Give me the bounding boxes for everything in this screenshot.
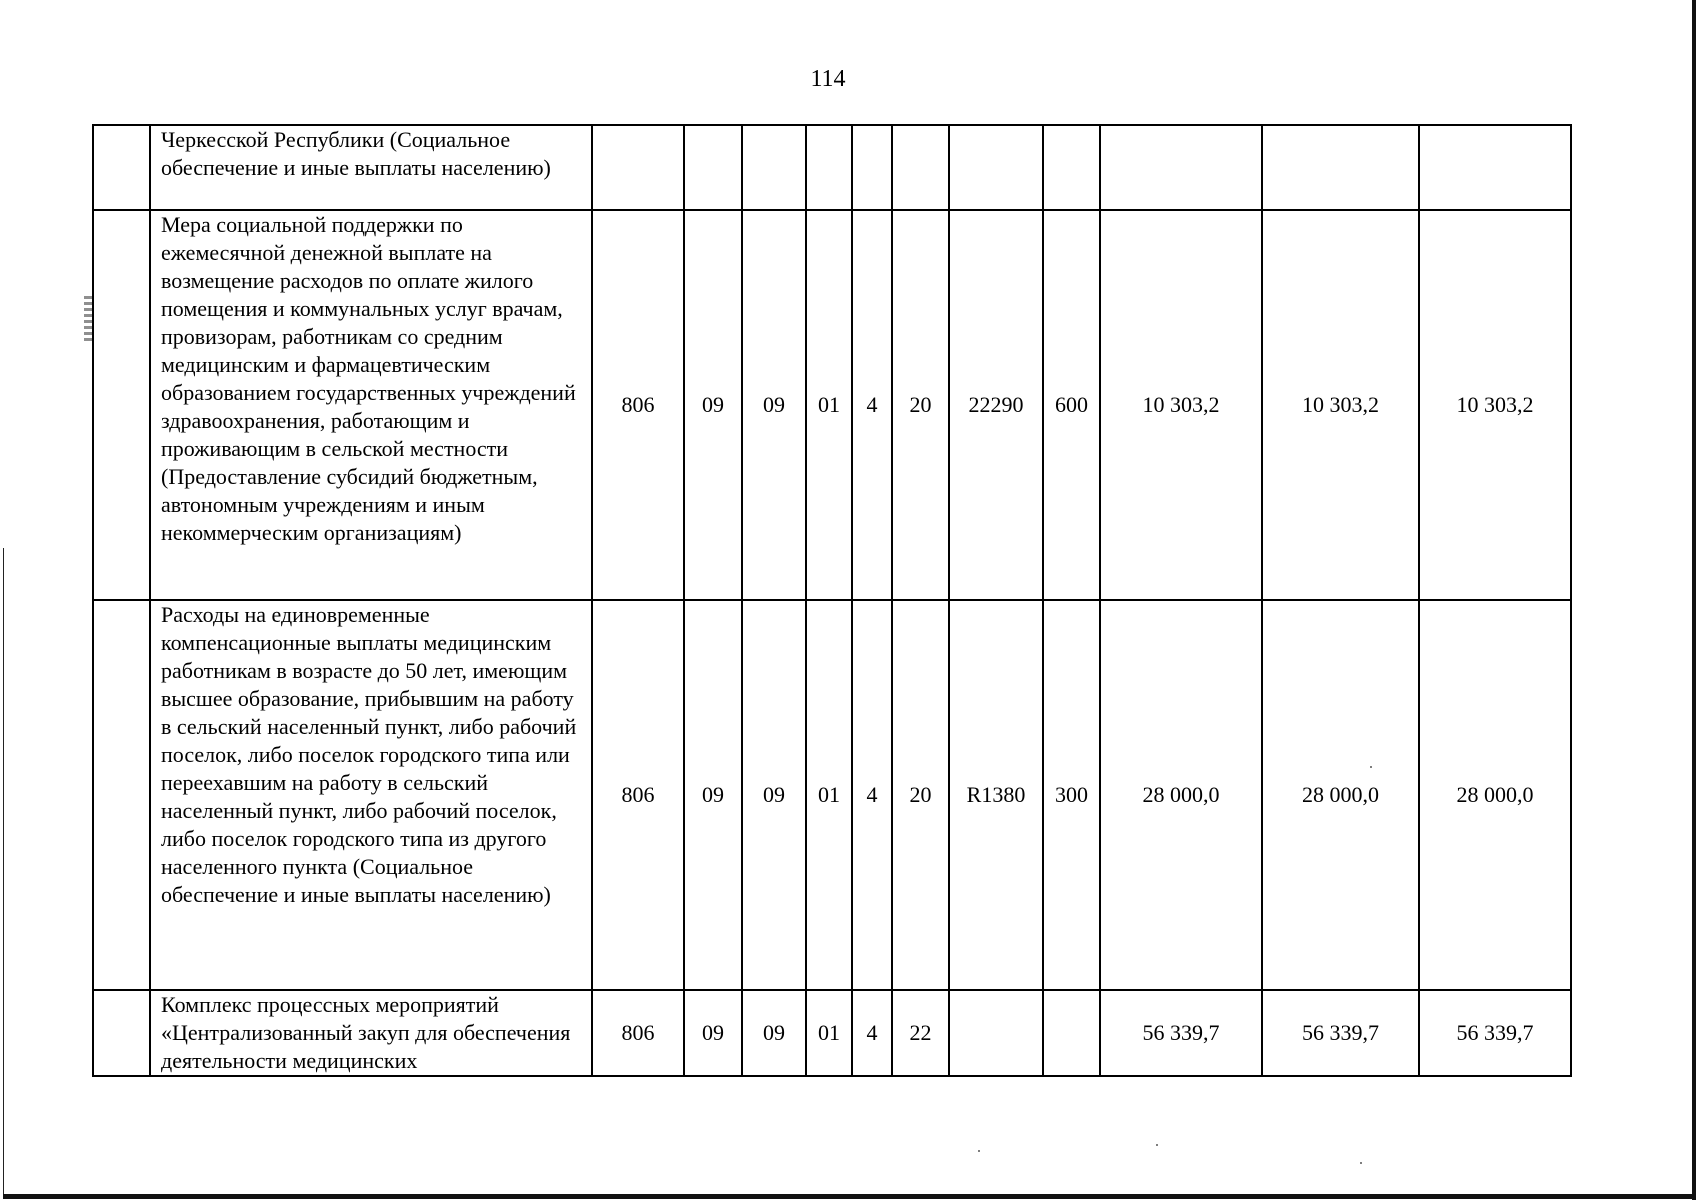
program-cell (806, 125, 852, 210)
subprogram-cell (892, 125, 949, 210)
amount-year3-cell: 10 303,2 (1419, 210, 1571, 600)
scan-speck (978, 1150, 980, 1152)
table-row (93, 125, 1571, 210)
scan-speck (1156, 1144, 1158, 1146)
amount-year1-cell (1100, 125, 1262, 210)
ministry-code-cell: 806 (592, 210, 684, 600)
row-number-cell (93, 990, 150, 1076)
direction-cell: R1380 (949, 600, 1043, 990)
row-number-cell (93, 600, 150, 990)
description-cell: Расходы на единовременные компенсационные выплаты медицинским работникам в возрасте до 50 лет, имеющим высшее образование, прибывшим на работу в сельский населенный пункт, либо рабочий поселок, либо поселок городского типа или переехавшим на работу в сельский населенный пункт, либо рабочий поселок, либо поселок городского типа из другого населенного пункта (Социальное обеспечение и иные выплаты населению) (150, 600, 592, 990)
amount-year2-cell (1262, 125, 1419, 210)
program-cell: 01 (806, 990, 852, 1076)
subsection-cell: 09 (742, 600, 806, 990)
subsection-cell: 09 (742, 210, 806, 600)
amount-year1-cell: 10 303,2 (1100, 210, 1262, 600)
scan-bottom-edge (3, 1194, 1696, 1199)
section-cell: 09 (684, 210, 742, 600)
subprogram-cell: 20 (892, 600, 949, 990)
amount-year3-cell: 56 339,7 (1419, 990, 1571, 1076)
program-type-cell (852, 125, 892, 210)
program-type-cell: 4 (852, 210, 892, 600)
ministry-code-cell (592, 125, 684, 210)
scan-speck (1370, 766, 1372, 768)
expense-type-cell: 300 (1043, 600, 1100, 990)
section-cell: 09 (684, 600, 742, 990)
table-row (93, 210, 1571, 600)
description-cell: Черкесской Республики (Социальное обеспечение и иные выплаты населению) (150, 125, 592, 210)
scan-left-edge (3, 548, 4, 1195)
subprogram-cell: 22 (892, 990, 949, 1076)
amount-year2-cell: 56 339,7 (1262, 990, 1419, 1076)
amount-year3-cell: 28 000,0 (1419, 600, 1571, 990)
program-cell: 01 (806, 600, 852, 990)
expense-type-cell (1043, 125, 1100, 210)
description-cell: Мера социальной поддержки по ежемесячной денежной выплате на возмещение расходов по оплате жилого помещения и коммунальных услуг врачам, провизорам, работникам со средним медицинским и фармацевтическим образованием государственных учреждений здравоохранения, работающим и проживающим в сельской местности (Предоставление субсидий бюджетным, автономным учреждениям и иным некоммерческим организациям) (150, 210, 592, 600)
direction-cell (949, 125, 1043, 210)
ministry-code-cell: 806 (592, 600, 684, 990)
direction-cell: 22290 (949, 210, 1043, 600)
program-cell: 01 (806, 210, 852, 600)
direction-cell (949, 990, 1043, 1076)
row-number-cell (93, 210, 150, 600)
program-type-cell: 4 (852, 990, 892, 1076)
program-type-cell: 4 (852, 600, 892, 990)
scan-right-edge (1692, 0, 1696, 1200)
subsection-cell: 09 (742, 990, 806, 1076)
section-cell (684, 125, 742, 210)
amount-year1-cell: 56 339,7 (1100, 990, 1262, 1076)
subprogram-cell: 20 (892, 210, 949, 600)
ministry-code-cell: 806 (592, 990, 684, 1076)
table-row (93, 600, 1571, 990)
scan-speck (1360, 1162, 1362, 1164)
budget-table (92, 124, 1572, 1077)
row-number-cell (93, 125, 150, 210)
page-number: 114 (810, 66, 846, 92)
amount-year3-cell (1419, 125, 1571, 210)
expense-type-cell: 600 (1043, 210, 1100, 600)
section-cell: 09 (684, 990, 742, 1076)
subsection-cell (742, 125, 806, 210)
table-row (93, 990, 1571, 1076)
amount-year2-cell: 28 000,0 (1262, 600, 1419, 990)
description-cell: Комплекс процессных мероприятий «Централизованный закуп для обеспечения деятельности медицинских (150, 990, 592, 1076)
amount-year1-cell: 28 000,0 (1100, 600, 1262, 990)
expense-type-cell (1043, 990, 1100, 1076)
amount-year2-cell: 10 303,2 (1262, 210, 1419, 600)
